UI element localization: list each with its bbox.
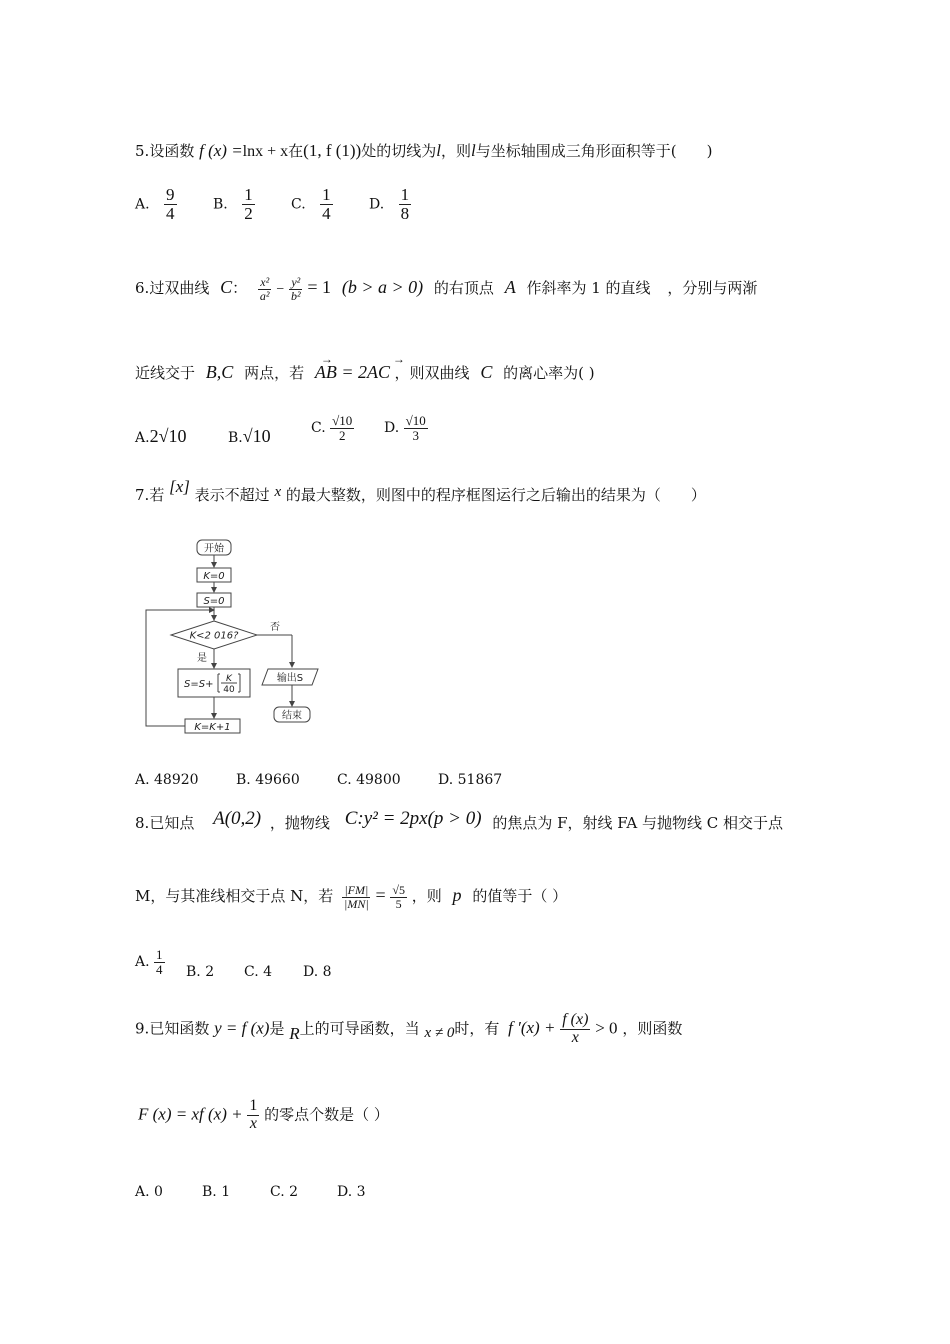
frac-num: √10 xyxy=(332,413,353,428)
q7-text-1: 若 xyxy=(149,486,165,504)
frac-num: |FM| xyxy=(344,883,369,897)
frac-den: 5 xyxy=(395,896,402,911)
q9-option-d: D. 3 xyxy=(337,1184,366,1200)
q7-option-a: A. 48920 xyxy=(135,772,199,788)
q5-option-d-label: D. xyxy=(369,196,385,213)
flow-start-label: 开始 xyxy=(204,543,224,555)
q6-vector-eq: → → AB = 2AC xyxy=(314,352,405,382)
frac-num: x² xyxy=(260,275,270,289)
q5-option-b-label: B. xyxy=(213,196,228,213)
q6-condition: (b > a > 0) xyxy=(341,277,424,298)
q5-option-a-frac xyxy=(164,186,177,223)
q9-y: y = f (x) xyxy=(214,1018,270,1038)
q6-number: 6. xyxy=(135,279,150,298)
q8-stem-line1 xyxy=(135,808,784,834)
flow-k-num: K xyxy=(226,674,232,684)
q8-text-5: ，则 xyxy=(411,887,442,906)
q9-text-6: 的零点个数是（ ） xyxy=(264,1105,389,1124)
frac-num: 1 xyxy=(156,947,163,962)
q9-f-over-x xyxy=(560,1012,590,1047)
q8-option-c: C. 4 xyxy=(244,964,273,980)
q8-eq: = xyxy=(375,885,386,906)
flow-end-label: 结束 xyxy=(282,710,302,722)
q5-text-5: 与坐标轴围成三角形面积等于( ) xyxy=(475,142,713,160)
frac-num: √5 xyxy=(392,883,405,897)
q6-option-a-label: A. xyxy=(135,430,150,446)
frac-num: 1 xyxy=(400,185,410,204)
frac-num: 9 xyxy=(166,185,175,204)
q5-option-a-label: A. xyxy=(135,196,150,213)
q8-number: 8. xyxy=(135,814,150,832)
q8-option-d: D. 8 xyxy=(303,964,332,980)
q6-text-4: ，分别与两渐 xyxy=(667,279,758,298)
frac-den: x xyxy=(249,1114,257,1132)
q8-parabola: C:y² = 2px(p > 0) xyxy=(344,808,482,829)
q5-option-b xyxy=(213,186,255,223)
q5-text-1: 设函数 xyxy=(149,142,195,160)
frac-den: 4 xyxy=(156,961,163,977)
q9-number: 9. xyxy=(135,1019,150,1038)
q6-BC: B,C xyxy=(205,362,234,382)
q6-option-b xyxy=(228,426,271,447)
q9-R: R xyxy=(289,1024,300,1044)
q6-C: C xyxy=(220,277,233,298)
flow-s0-label: S=0 xyxy=(203,596,225,607)
q6-option-c-label: C. xyxy=(311,420,326,437)
frac-den: |MN| xyxy=(344,896,369,911)
q6-text-8: 的离心率为( ) xyxy=(503,364,595,382)
q7-text-3: 的最大整数，则图中的程序框图运行之后输出的结果为（ ） xyxy=(285,486,706,504)
q7-number: 7. xyxy=(135,486,150,504)
q6-colon: ： xyxy=(232,279,248,298)
q5-text-3: 处的切线为 xyxy=(361,142,437,160)
q9-option-c: C. 2 xyxy=(270,1184,299,1200)
q7-option-d: D. 51867 xyxy=(438,772,503,788)
q8-ratio-frac xyxy=(342,884,371,910)
q5-stem xyxy=(135,140,712,161)
q6-text-1: 过双曲线 xyxy=(149,279,210,298)
frac-den: 4 xyxy=(166,203,175,223)
q6-option-d xyxy=(384,414,428,442)
q6-stem-line2 xyxy=(135,352,595,383)
q6-C2: C xyxy=(480,362,493,382)
flow-cond-label: K<2 016? xyxy=(189,630,239,642)
frac-den: a² xyxy=(259,288,270,303)
frac-den: 8 xyxy=(400,203,410,223)
q5-number: 5. xyxy=(135,142,150,160)
q5-l1: l xyxy=(436,141,441,160)
q7-flowchart xyxy=(140,534,340,744)
q7-x: x xyxy=(274,484,282,500)
flow-yes-label: 是 xyxy=(197,653,207,664)
frac-num: 1 xyxy=(249,1097,258,1114)
q9-text-1: 已知函数 xyxy=(149,1019,210,1038)
q8-text-2: ，抛物线 xyxy=(269,814,330,832)
q9-text-4: 时，有 xyxy=(454,1019,500,1038)
q8-option-a xyxy=(135,948,165,976)
flow-k0-label: K=0 xyxy=(203,571,225,582)
q6-option-a xyxy=(135,426,186,447)
q6-A: A xyxy=(504,277,516,298)
q5-point: (1, f (1)) xyxy=(303,141,362,160)
q9-one-over-x xyxy=(247,1098,259,1133)
q8-point-A: A(0,2) xyxy=(213,808,262,829)
q7-option-c: C. 49800 xyxy=(337,772,401,788)
q5-text-2: 在 xyxy=(288,142,304,160)
q6-option-b-label: B. xyxy=(228,430,243,446)
q6-text-3: 作斜率为 1 的直线 xyxy=(526,279,651,298)
q6-option-c-frac xyxy=(330,414,354,442)
q9-text-3: 上的可导函数，当 xyxy=(299,1019,420,1038)
q5-option-d-frac xyxy=(399,186,412,223)
flow-inc-label: K=K+1 xyxy=(194,722,231,733)
q6-vector-text: AB = 2AC xyxy=(314,362,391,382)
frac-den: 3 xyxy=(412,427,419,443)
q5-l2: l xyxy=(470,141,476,160)
q9-text-2: 是 xyxy=(269,1019,285,1038)
q6-y-frac xyxy=(289,276,303,302)
q5-option-c-frac xyxy=(320,186,333,223)
q8-stem-line2 xyxy=(135,884,567,910)
q8-text-6: 的值等于（ ） xyxy=(472,887,568,906)
q6-text-6: 两点，若 xyxy=(244,364,305,382)
q8-option-b: B. 2 xyxy=(186,964,215,980)
q6-option-b-value: √10 xyxy=(242,426,271,446)
q6-x-frac xyxy=(258,276,272,302)
q7-text-2: 表示不超过 xyxy=(194,486,270,504)
q5-option-c-label: C. xyxy=(291,196,306,213)
frac-den: b² xyxy=(291,288,301,303)
q9-option-b: B. 1 xyxy=(202,1184,231,1200)
frac-den: 4 xyxy=(322,203,331,223)
q9-text-5: ，则函数 xyxy=(622,1019,683,1038)
q6-option-a-value: 2√10 xyxy=(149,426,187,446)
q5-ln: lnx + x xyxy=(242,143,289,160)
q9-F: F (x) = xf (x) + xyxy=(138,1104,243,1124)
q5-fx: f (x) = xyxy=(199,141,243,160)
q6-option-d-label: D. xyxy=(384,420,400,437)
q5-text-4: ，则 xyxy=(440,142,471,160)
q6-option-d-frac xyxy=(404,414,428,442)
flow-no-label: 否 xyxy=(270,622,280,633)
frac-num: y² xyxy=(291,275,301,289)
q8-root-frac xyxy=(390,884,407,910)
q8-option-a-frac xyxy=(154,948,165,976)
q5-option-b-frac xyxy=(242,186,255,223)
flow-k-den: 40 xyxy=(223,685,235,695)
q6-eq: = 1 xyxy=(307,277,332,298)
q6-text-7: ，则双曲线 xyxy=(394,364,470,382)
q6-option-c xyxy=(311,414,354,442)
frac-num: 1 xyxy=(322,185,331,204)
q8-text-4: M，与其准线相交于点 N，若 xyxy=(135,887,334,906)
q5-option-a xyxy=(135,186,177,223)
q6-stem-line1: 6.过双曲线 C： $\frac{\text{x²}}{\text{a²}}$ − $\frac{\text{y²}}{\text{b²}}$ = 1 (b > a > 0) 的右顶点 A 作斜率为 1 的直线 ，分别与两渐 xyxy=(135,275,758,303)
frac-den: x xyxy=(571,1028,579,1046)
q6-text-2: 的右顶点 xyxy=(433,279,494,298)
q9-fprime: f ′(x) + xyxy=(508,1018,556,1038)
flow-output-label: 输出S xyxy=(276,673,304,684)
q5-option-d xyxy=(369,186,411,223)
q7-floor-x: [x] xyxy=(169,477,190,496)
q7-stem xyxy=(135,477,706,505)
q6-text-5: 近线交于 xyxy=(135,364,196,382)
q8-option-a-label: A. xyxy=(135,954,150,971)
q9-stem-line2 xyxy=(138,1098,389,1133)
frac-den: 2 xyxy=(338,427,346,443)
q8-text-1: 已知点 xyxy=(149,814,195,832)
q8-p: p xyxy=(452,885,462,906)
flow-assign-label: S=S+ xyxy=(184,679,214,690)
q9-option-a: A. 0 xyxy=(135,1184,163,1200)
frac-num: f (x) xyxy=(562,1011,589,1028)
frac-num: 1 xyxy=(244,185,253,204)
q7-option-b: B. 49660 xyxy=(236,772,300,788)
q9-stem-line1 xyxy=(135,1012,682,1047)
q8-text-3: 的焦点为 F，射线 FA 与抛物线 C 相交于点 xyxy=(492,814,784,832)
q9-gt-0: > 0 xyxy=(595,1018,618,1038)
q9-x-ne-0: x ≠ 0 xyxy=(424,1025,455,1042)
frac-num: √10 xyxy=(405,413,426,428)
q5-option-c xyxy=(291,186,333,223)
frac-den: 2 xyxy=(244,203,253,223)
